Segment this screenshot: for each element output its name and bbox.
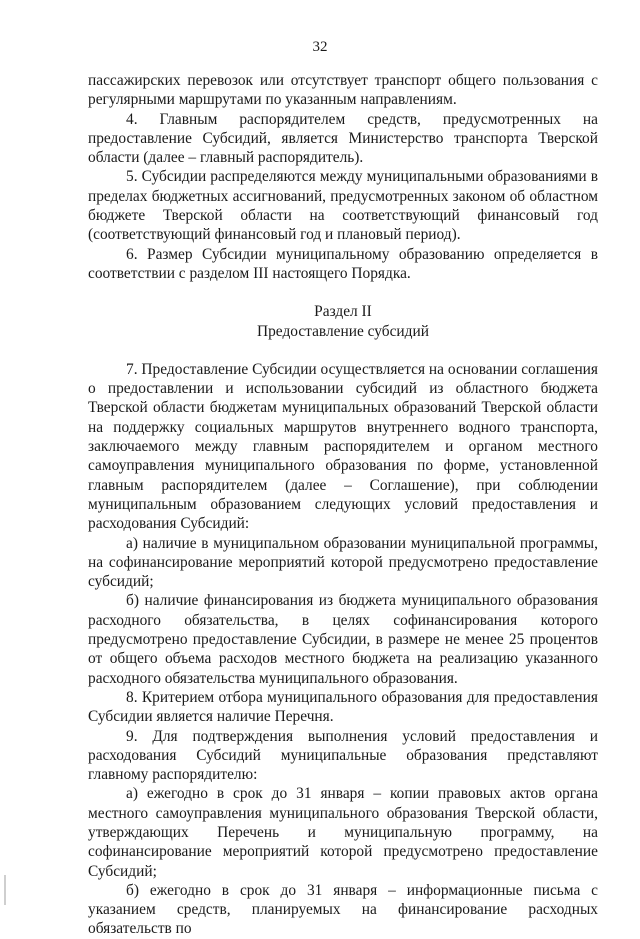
document-body [88,71,598,939]
paragraph-9b: б) ежегодно в срок до 31 января – информационные письма с указанием средств, планируемых на финансирование расходных обязательств по [88,881,598,938]
paragraph-7: 7. Предоставление Субсидии осуществляется на основании соглашения о предоставлении и использовании субсидий из областного бюджета Тверской области бюджетам муниципальных образований Тверской области на поддержку социальных маршрутов внутреннего водного транспорта, заключаемого между главным распорядителем и органом местного самоуправления муниципального образования по форме, установленной главным распорядителем (далее – Соглашение), при соблюдении муниципальным образованием следующих условий предоставления и расходования Субсидий: [88,360,598,533]
paragraph-9: 9. Для подтверждения выполнения условий предоставления и расходования Субсидий муниципальные образования представляют главному распорядителю: [88,727,598,784]
paragraph-7a: а) наличие в муниципальном образовании муниципальной программы, на софинансирование мероприятий которой предусмотрено предоставление субсидий; [88,534,598,591]
section-title: Предоставление субсидий [257,322,429,340]
paragraph-continuation: пассажирских перевозок или отсутствует транспорт общего пользования с регулярными маршрутами по указанным направлениям. [88,72,598,109]
paragraph-7b: б) наличие финансирования из бюджета муниципального образования расходного обязательства, в целях софинансирования которого предусмотрено предоставление Субсидии, в размере не менее 25 процентов от общего объема расходов местного бюджета на реализацию указанного расходного обязательства муниципального образования. [88,592,598,687]
spacer [88,341,598,360]
page-number: 32 [312,39,328,55]
paragraph-5: 5. Субсидии распределяются между муниципальными образованиями в пределах бюджетных ассигнований, предусмотренных законом об областном бюджете Тверской области на соответствующий финансовый год (соответствующий финансовый год и плановый период). [88,168,598,244]
paragraph-9a: а) ежегодно в срок до 31 января – копии правовых актов органа местного самоуправления муниципального образования Тверской области, утверждающих Перечень и муниципальную программу, на софинансирование мероприятий которой предусмотрено предоставление Субсидий; [88,785,598,880]
paragraph-8: 8. Критерием отбора муниципального образования для предоставления Субсидии является наличие Перечня. [88,688,598,726]
scan-edge-mark [4,875,6,905]
spacer [88,283,598,302]
section-number: Раздел II [314,303,372,321]
paragraph-4: 4. Главным распорядителем средств, предусмотренных на предоставление Субсидий, является Министерство транспорта Тверской области (далее – главный распорядитель). [88,110,598,167]
paragraph-6: 6. Размер Субсидии муниципальному образованию определяется в соответствии с разделом III настоящего Порядка. [88,245,598,282]
